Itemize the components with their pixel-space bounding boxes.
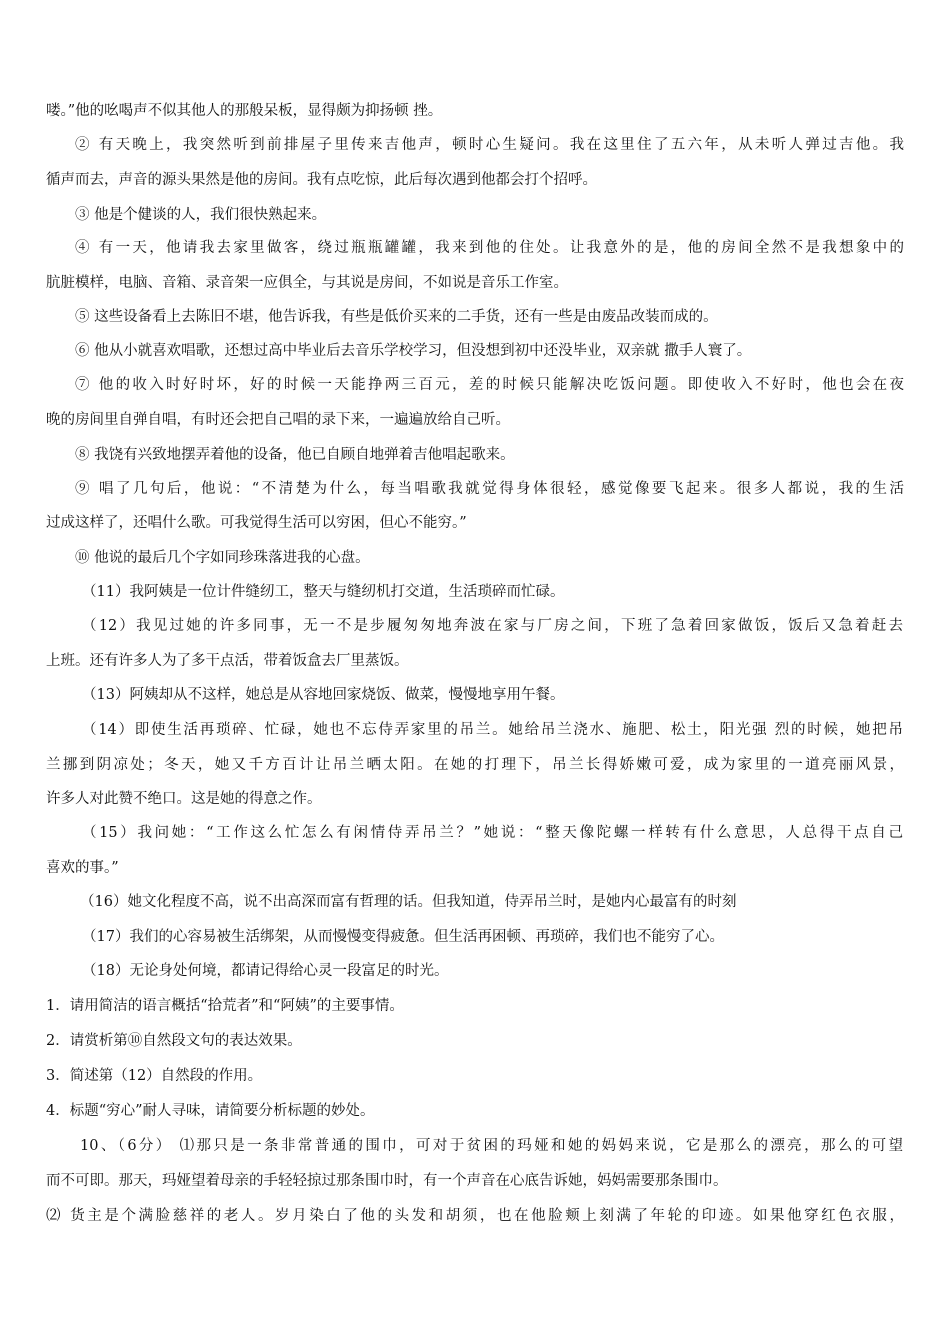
text-line: ③ 他是个健谈的人，我们很快熟起来。 — [75, 207, 327, 223]
text-line: 而不可即。那天，玛娅望着母亲的手轻轻掠过那条围巾时，有一个声音在心底告诉她，妈妈需要那条围巾。 — [46, 1173, 728, 1189]
text-line: （12）我见过她的许多同事，无一不是步履匆匆地奔波在家与厂房之间，下班了急着回家做饭，饭后又急着赶去 — [82, 618, 903, 634]
text-line: （13）阿姨却从不这样，她总是从容地回家烧饭、做菜，慢慢地享用午餐。 — [82, 687, 565, 703]
text-line: ④ 有一天，他请我去家里做客，绕过瓶瓶罐罐，我来到他的住处。让我意外的是，他的房间全然不是我想象中的 — [75, 240, 904, 256]
text-line: ⑨ 唱了几句后，他说：“不清楚为什么，每当唱歌我就觉得身体很轻，感觉像要飞起来。很多人都说，我的生活 — [75, 481, 904, 497]
text-line: 过成这样了，还唱什么歌。可我觉得生活可以穷困，但心不能穷。” — [46, 515, 467, 531]
text-line: 喜欢的事。” — [46, 860, 119, 876]
text-line: 喽。”他的吆喝声不似其他人的那般呆板，显得颇为抑扬顿 挫。 — [46, 103, 443, 119]
text-line: （15）我问她：“工作这么忙怎么有闲情侍弄吊兰？”她说：“整天像陀螺一样转有什么意思，人总得干点自己 — [82, 825, 903, 841]
text-line: ⑦ 他的收入时好时坏，好的时候一天能挣两三百元，差的时候只能解决吃饭问题。即使收入不好时，他也会在夜 — [75, 377, 904, 393]
text-line: （16）她文化程度不高，说不出高深而富有哲理的话。但我知道，侍弄吊兰时，是她内心最富有的时刻 — [80, 894, 737, 910]
question-3: 3．简述第（12）自然段的作用。 — [46, 1068, 263, 1084]
text-line: ⑥ 他从小就喜欢唱歌，还想过高中毕业后去音乐学校学习，但没想到初中还没毕业，双亲就 撒手人寰了。 — [75, 343, 752, 359]
text-line: 兰挪到阴凉处；冬天，她又千方百计让吊兰晒太阳。在她的打理下，吊兰长得娇嫩可爱，成为家里的一道亮丽风景， — [46, 757, 904, 773]
text-line: 晚的房间里自弹自唱，有时还会把自己唱的录下来，一遍遍放给自己听。 — [46, 412, 510, 428]
text-line: （17）我们的心容易被生活绑架，从而慢慢变得疲惫。但生活再困顿、再琐碎，我们也不能穷了心。 — [82, 929, 724, 945]
question-2: 2．请赏析第⑩自然段文句的表达效果。 — [46, 1033, 302, 1049]
text-line: （11）我阿姨是一位计件缝纫工，整天与缝纫机打交道，生活琐碎而忙碌。 — [82, 584, 565, 600]
text-line: （18）无论身处何境，都请记得给心灵一段富足的时光。 — [82, 963, 449, 979]
text-line: ⑤ 这些设备看上去陈旧不堪，他告诉我，有些是低价买来的二手货，还有一些是由废品改装而成的。 — [75, 309, 718, 325]
text-line: 许多人对此赞不绝口。这是她的得意之作。 — [46, 791, 322, 807]
text-line: ⑵ 货主是个满脸慈祥的老人。岁月染白了他的头发和胡须，也在他脸颊上刻满了年轮的印迹。如果他穿红色衣服， — [46, 1208, 904, 1224]
question-4: 4．标题“穷心”耐人寻味，请简要分析标题的妙处。 — [46, 1103, 375, 1119]
text-line: 上班。还有许多人为了多干点活，带着饭盒去厂里蒸饭。 — [46, 653, 409, 669]
text-line: （14）即使生活再琐碎、忙碌，她也不忘侍弄家里的吊兰。她给吊兰浇水、施肥、松土，阳光强 烈的时候，她把吊 — [82, 722, 903, 738]
text-line: ② 有天晚上，我突然听到前排屋子里传来吉他声，顿时心生疑问。我在这里住了五六年，从未听人弹过吉他。我 — [75, 137, 904, 153]
text-line: 循声而去，声音的源头果然是他的房间。我有点吃惊，此后每次遇到他都会打个招呼。 — [46, 172, 597, 188]
question-1: 1．请用简洁的语言概括“拾荒者”和“阿姨”的主要事情。 — [46, 998, 404, 1014]
question-10-text: 10、（6分） ⑴那只是一条非常普通的围巾，可对于贫困的玛娅和她的妈妈来说，它是那么的漂亮，那么的可望 — [80, 1138, 903, 1154]
text-line: 肮脏模样，电脑、音箱、录音架一应俱全，与其说是房间，不如说是音乐工作室。 — [46, 275, 568, 291]
text-line: ⑧ 我饶有兴致地摆弄着他的设备，他已自顾自地弹着吉他唱起歌来。 — [75, 447, 515, 463]
text-line: ⑩ 他说的最后几个字如同珍珠落进我的心盘。 — [75, 550, 370, 566]
